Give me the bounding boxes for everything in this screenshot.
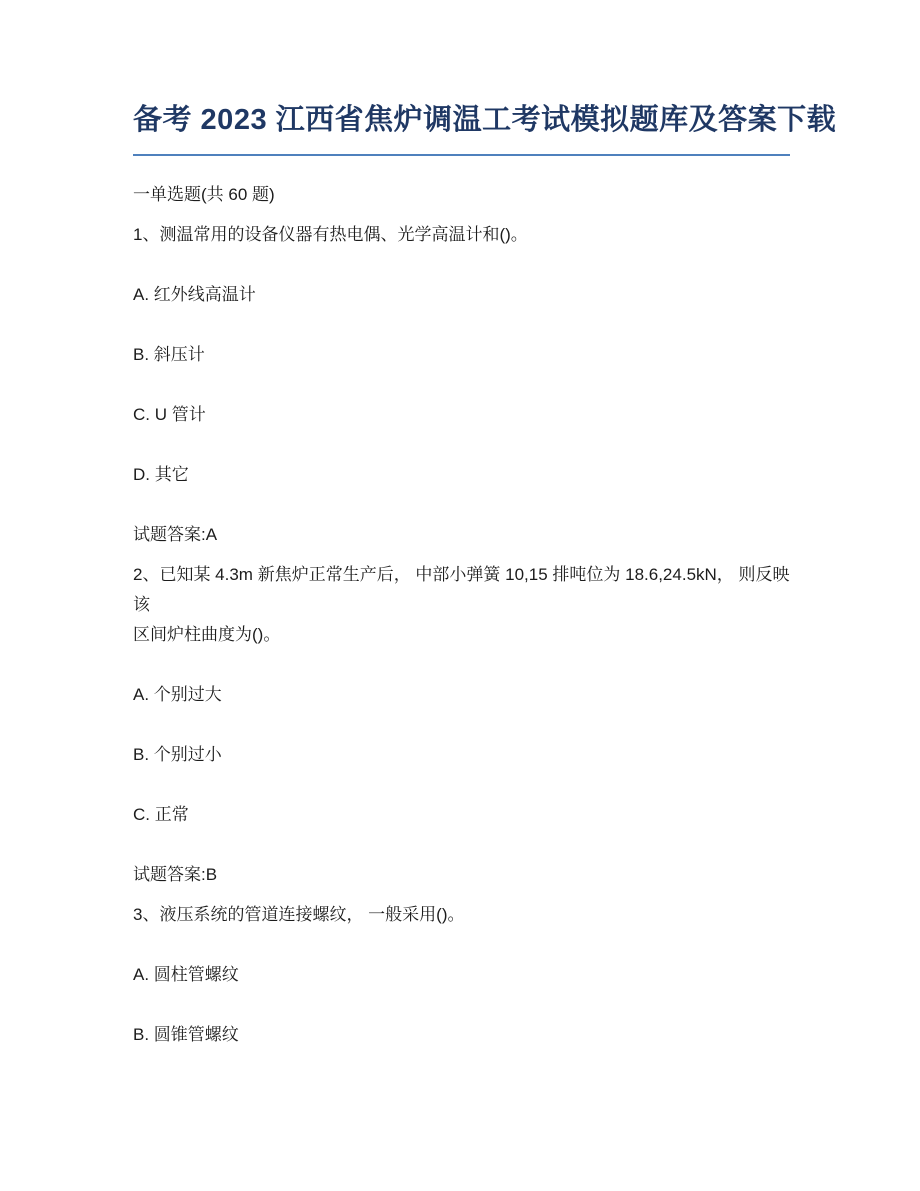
question-1-option-c: C. U 管计 [133, 405, 206, 424]
question-3-option-b: B. 圆锥管螺纹 [133, 1025, 239, 1044]
question-1-text: 1、测温常用的设备仪器有热电偶、光学高温计和()。 [133, 225, 528, 244]
page-title: 备考 2023 江西省焦炉调温工考试模拟题库及答案下载 [133, 104, 837, 136]
question-3-option-a: A. 圆柱管螺纹 [133, 965, 239, 984]
question-2-line-1: 2、已知某 4.3m 新焦炉正常生产后， 中部小弹簧 10,15 排吨位为 18.6,24.5kN， 则反映该 [133, 565, 790, 614]
question-2-text [133, 560, 790, 650]
question-3-text: 3、液压系统的管道连接螺纹， 一般采用()。 [133, 905, 465, 924]
question-2-option-a: A. 个别过大 [133, 685, 222, 704]
document-content [133, 180, 790, 1050]
question-1-answer: 试题答案:A [133, 525, 218, 544]
question-2-answer: 试题答案:B [133, 865, 218, 884]
question-1-option-d: D. 其它 [133, 465, 189, 484]
title-divider [133, 154, 790, 156]
question-2-line-2: 区间炉柱曲度为()。 [133, 625, 281, 644]
question-1-option-a: A. 红外线高温计 [133, 285, 256, 304]
question-2-option-b: B. 个别过小 [133, 745, 222, 764]
question-1-option-b: B. 斜压计 [133, 345, 205, 364]
question-2-option-c: C. 正常 [133, 805, 189, 824]
section-header: 一单选题(共 60 题) [133, 185, 275, 204]
